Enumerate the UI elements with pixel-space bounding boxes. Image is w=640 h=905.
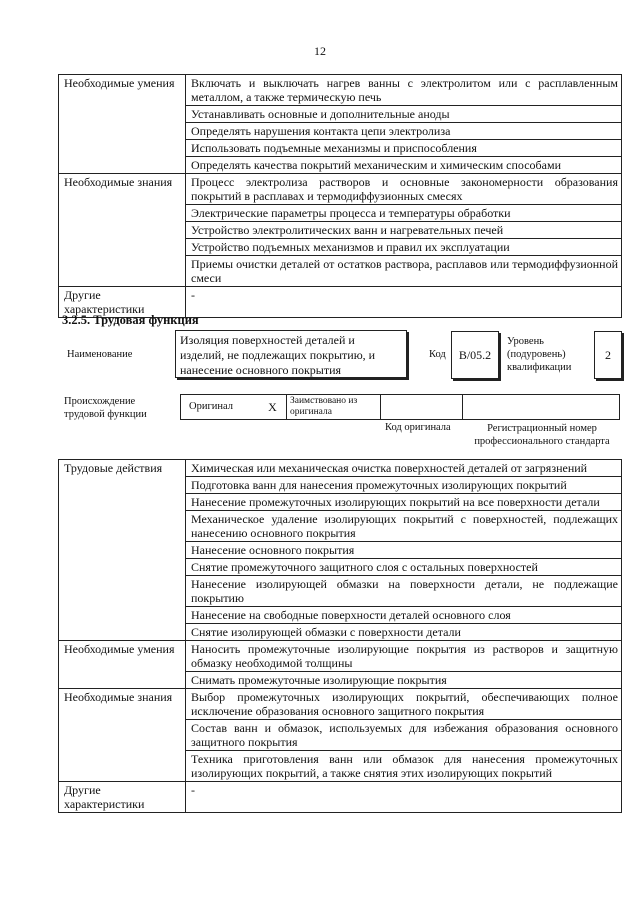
table-row [59, 689, 622, 720]
requirement-item: Снятие изолирующей обмазки с поверхности детали [186, 624, 622, 641]
requirement-item: Выбор промежуточных изолирующих покрытий, обеспечивающих полное исключение образования основного защитного покрытия [186, 689, 622, 720]
qualification-level-label: Уровень (подуровень) квалификации [507, 336, 572, 373]
requirement-item: Включать и выключать нагрев ванны с электролитом или с расплавленным металлом, а также термическую печь [186, 75, 622, 106]
table-row [59, 460, 622, 477]
row-group-label: Другие характеристики [59, 287, 186, 318]
reg-number-caption: Регистрационный номер профессионального стандарта [474, 423, 610, 447]
name-label: Наименование [67, 349, 133, 360]
requirement-item: Устройство подъемных механизмов и правил их эксплуатации [186, 239, 622, 256]
table-row [59, 641, 622, 672]
requirement-item: Техника приготовления ванн или обмазок для нанесения промежуточных изолирующих покрытий, а также снятия этих изолирующих покрытий [186, 751, 622, 782]
requirement-item: Снимать промежуточные изолирующие покрытия [186, 672, 622, 689]
requirement-item: Состав ванн и обмазок, используемых для избежания образования основного защитного покрытия [186, 720, 622, 751]
requirement-item: Нанесение на свободные поверхности деталей основного слоя [186, 607, 622, 624]
requirement-item: Электрические параметры процесса и температуры обработки [186, 205, 622, 222]
requirement-item: Нанесение промежуточных изолирующих покрытий на все поверхности детали [186, 494, 622, 511]
requirement-item: Устройство электролитических ванн и нагревательных печей [186, 222, 622, 239]
requirement-item: Использовать подъемные механизмы и приспособления [186, 140, 622, 157]
requirement-item: - [186, 287, 622, 318]
row-group-label: Необходимые умения [59, 641, 186, 689]
code-label: Код [429, 349, 446, 360]
table-row [59, 75, 622, 106]
section-heading: 3.2.5. Трудовая функция [62, 313, 199, 327]
origin-strip [180, 394, 620, 420]
requirement-item: - [186, 782, 622, 813]
origin-label: Происхождение трудовой функции [64, 396, 147, 420]
requirement-item: Нанесение изолирующей обмазки на поверхности детали, не подлежащие покрытию [186, 576, 622, 607]
row-group-label: Необходимые умения [59, 75, 186, 174]
row-group-label: Трудовые действия [59, 460, 186, 641]
origin-original-label: Оригинал [189, 401, 233, 412]
page-number: 12 [314, 44, 326, 58]
row-group-label: Необходимые знания [59, 174, 186, 287]
requirement-item: Нанесение основного покрытия [186, 542, 622, 559]
row-group-label: Необходимые знания [59, 689, 186, 782]
requirement-item: Приемы очистки деталей от остатков раствора, расплавов или термодиффузионной смеси [186, 256, 622, 287]
function-code-box: B/05.2 [451, 331, 499, 379]
origin-original-mark: X [259, 395, 287, 419]
requirement-item: Химическая или механическая очистка поверхностей деталей от загрязнений [186, 460, 622, 477]
code-original-caption: Код оригинала [385, 422, 451, 433]
requirement-item: Процесс электролиза растворов и основные закономерности образования покрытий в расплавах и термодиффузионных смесях [186, 174, 622, 205]
requirement-item: Механическое удаление изолирующих покрытий с поверхностей, подлежащих нанесению основного покрытия [186, 511, 622, 542]
top-requirements-table [58, 74, 622, 318]
requirement-item: Определять нарушения контакта цепи электролиза [186, 123, 622, 140]
row-group-label: Другие характеристики [59, 782, 186, 813]
origin-code-cell [381, 395, 463, 419]
requirement-item: Определять качества покрытий механическим и химическим способами [186, 157, 622, 174]
labor-function-table [58, 459, 622, 813]
table-row [59, 174, 622, 205]
function-name-box: Изоляция поверхностей деталей и изделий, не подлежащих покрытию, и нанесение основного покрытия [175, 330, 407, 378]
table-row [59, 782, 622, 813]
qualification-level-box: 2 [594, 331, 622, 379]
requirement-item: Подготовка ванн для нанесения промежуточных изолирующих покрытий [186, 477, 622, 494]
requirement-item: Снятие промежуточного защитного слоя с остальных поверхностей [186, 559, 622, 576]
requirement-item: Устанавливать основные и дополнительные аноды [186, 106, 622, 123]
origin-borrowed-label: Заимствовано из оригинала [287, 395, 381, 419]
requirement-item: Наносить промежуточные изолирующие покрытия из растворов и защитную обмазку необходимой толщины [186, 641, 622, 672]
origin-reg-cell [463, 395, 619, 419]
